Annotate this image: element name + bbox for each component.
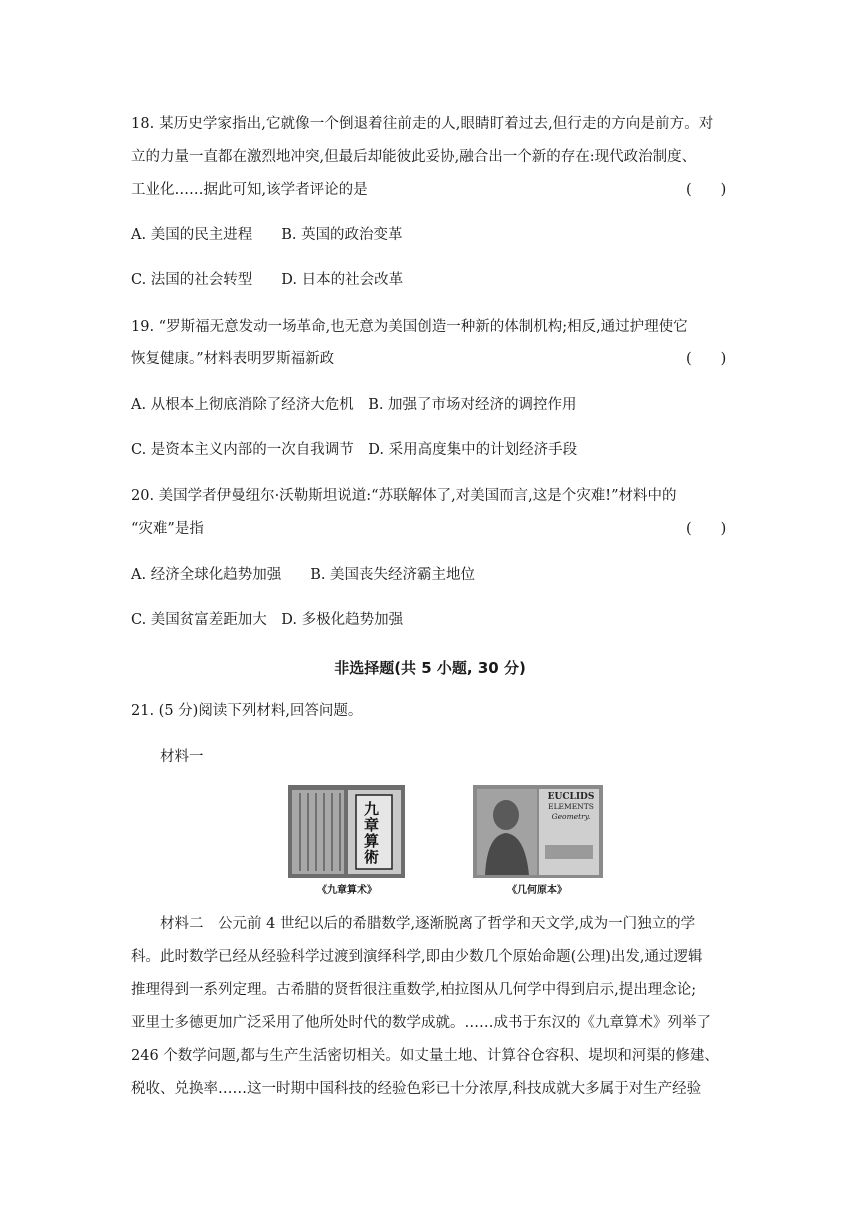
q20-stem-line-2: “灾难”是指 (131, 521, 204, 537)
material1-label: 材料一 (160, 749, 204, 765)
material2-line-3: 推理得到一系列定理。古希腊的贤哲很注重数学,柏拉图从几何学中得到启示,提出理念论; (131, 982, 697, 998)
q20-answer-blank: ( ) (686, 521, 727, 537)
q18-answer-blank: ( ) (686, 182, 727, 198)
q19-answer-blank: ( ) (686, 351, 727, 367)
q20-options-ab: A. 经济全球化趋势加强 B. 美国丧失经济霸主地位 (131, 567, 476, 583)
material2-line-5: 246 个数学问题,都与生产生活密切相关。如丈量土地、计算谷仓容积、堤坝和河渠的修建、 (131, 1048, 719, 1064)
q19-stem-line-2: 恢复健康。”材料表明罗斯福新政 (131, 351, 335, 367)
image2-caption: 《几何原本》 (507, 885, 567, 896)
material2-line-1: 材料二 公元前 4 世纪以后的希腊数学,逐渐脱离了哲学和天文学,成为一门独立的学 (160, 916, 696, 932)
q19-options-ab: A. 从根本上彻底消除了经济大危机 B. 加强了市场对经济的调控作用 (131, 397, 577, 413)
q21-intro: 21. (5 分)阅读下列材料,回答问题。 (131, 703, 363, 719)
euclid-title-line-2: ELEMENTS (548, 802, 594, 811)
section-title: 非选择题(共 5 小题, 30 分) (334, 659, 526, 677)
euclid-title-line-3: Geometry. (551, 812, 591, 821)
material2-line-4: 亚里士多德更加广泛采用了他所处时代的数学成就。……成书于东汉的《九章算术》列举了 (131, 1015, 711, 1031)
q18-options-ab: A. 美国的民主进程 B. 英国的政治变革 (131, 227, 403, 243)
image1-caption: 《九章算术》 (317, 885, 377, 896)
jiuzhang-suanshu-image (288, 785, 405, 878)
material2-line-2: 科。此时数学已经从经验科学过渡到演绎科学,即由少数几个原始命题(公理)出发,通过逻辑 (131, 949, 703, 965)
q18-stem-line-3: 工业化……据此可知,该学者评论的是 (131, 182, 368, 198)
q18-stem-line-2: 立的力量一直都在激烈地冲突,但最后却能彼此妥协,融合出一个新的存在:现代政治制度、 (131, 149, 697, 165)
q18-stem-line-1: 18. 某历史学家指出,它就像一个倒退着往前走的人,眼睛盯着过去,但行走的方向是前方。对 (131, 116, 714, 132)
jiuzhang-book-title-text: 九章算術 (364, 800, 380, 866)
q18-options-cd: C. 法国的社会转型 D. 日本的社会改革 (131, 272, 404, 288)
q20-stem-line-1: 20. 美国学者伊曼纽尔·沃勒斯坦说道:“苏联解体了,对美国而言,这是个灾难!”材料中的 (131, 488, 677, 504)
q19-stem-line-1: 19. “罗斯福无意发动一场革命,也无意为美国创造一种新的体制机构;相反,通过护理使它 (131, 319, 688, 335)
material2-line-6: 税收、兑换率……这一时期中国科技的经验色彩已十分浓厚,科技成就大多属于对生产经验 (131, 1081, 702, 1097)
q19-options-cd: C. 是资本主义内部的一次自我调节 D. 采用高度集中的计划经济手段 (131, 442, 578, 458)
q20-options-cd: C. 美国贫富差距加大 D. 多极化趋势加强 (131, 612, 404, 628)
euclid-title-line-1: EUCLIDS (547, 792, 595, 802)
euclid-elements-image (473, 785, 603, 878)
